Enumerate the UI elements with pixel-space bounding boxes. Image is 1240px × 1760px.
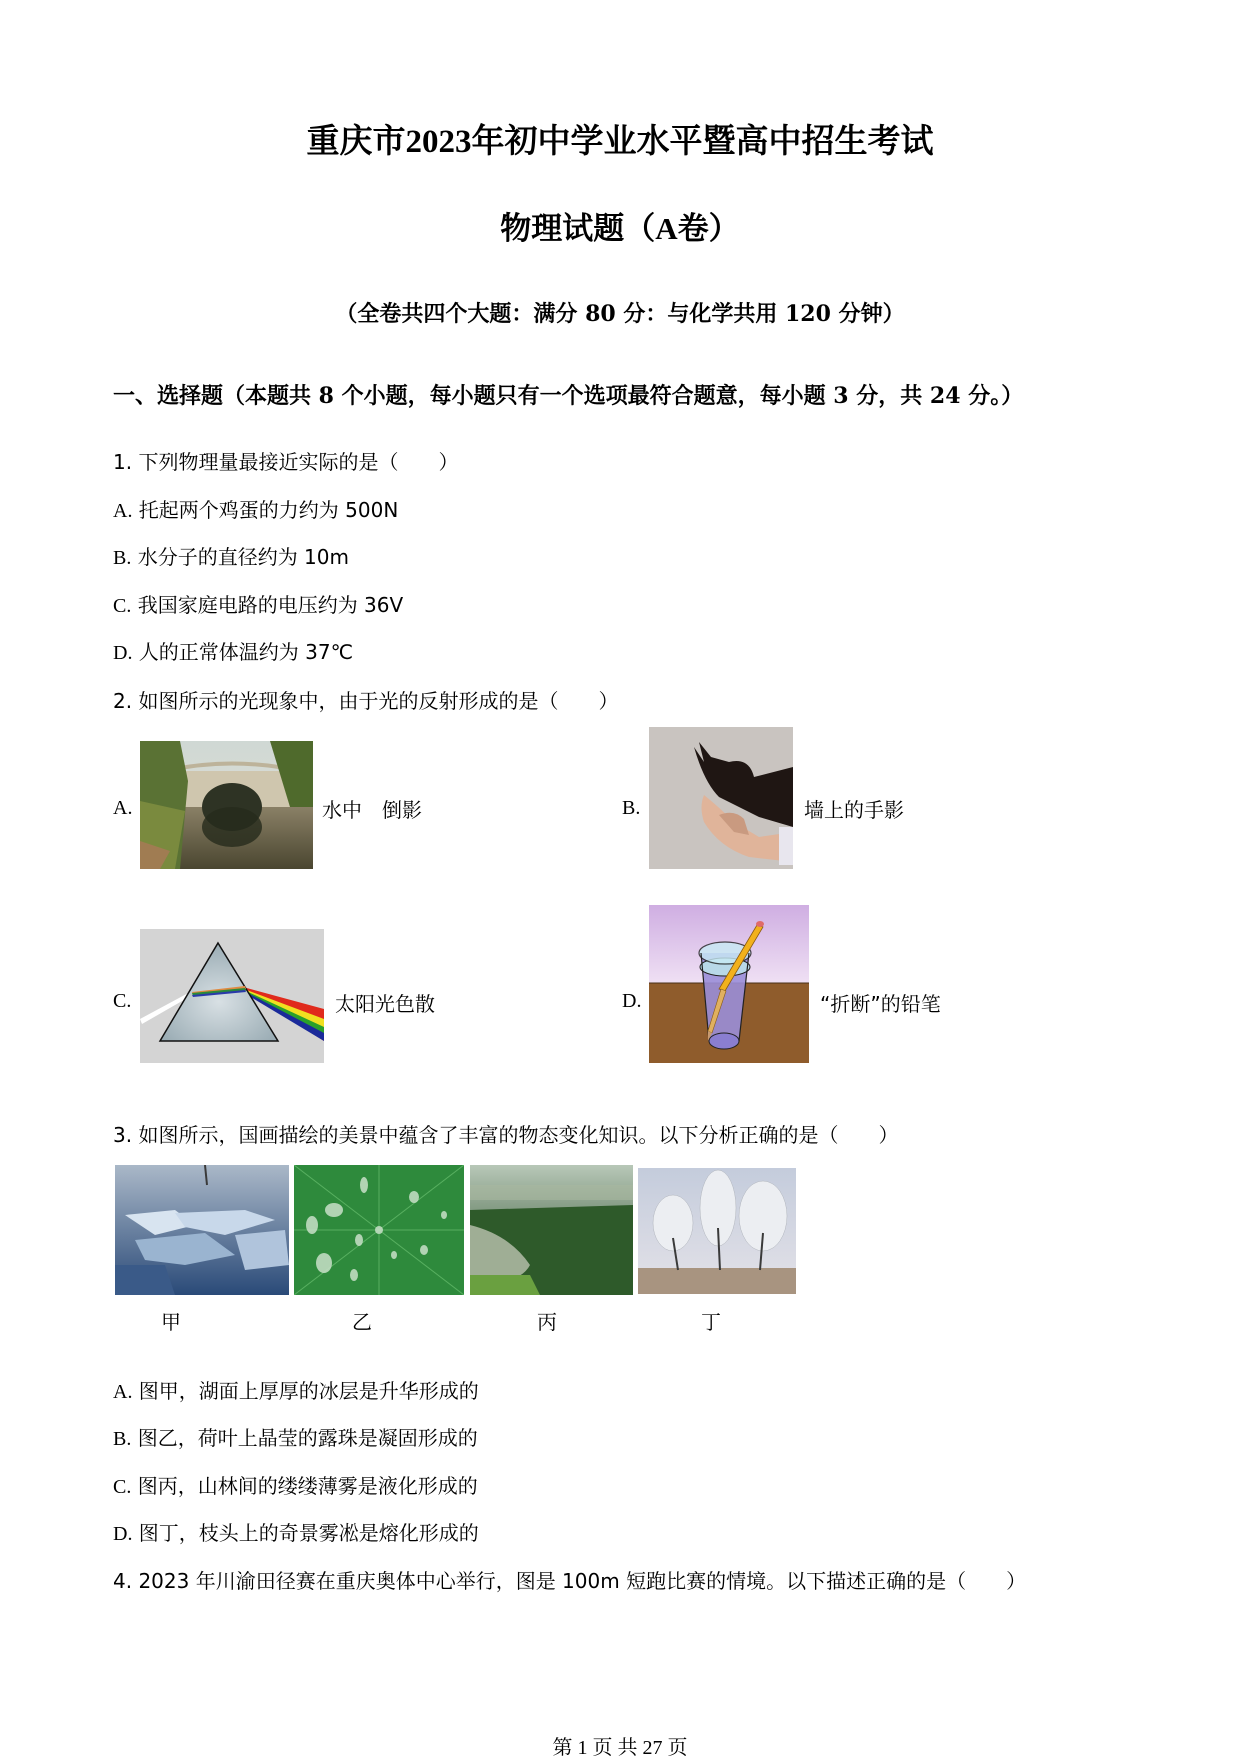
option-label-a: A. [113, 797, 133, 819]
option-text: 我国家庭电路的电压约为 36V [131, 593, 404, 617]
question-3-option-b [113, 1422, 478, 1451]
option-label: A. [113, 1381, 133, 1403]
page-number: 第 1 页 共 27 页 [552, 1737, 688, 1759]
question-1-option-a [113, 494, 398, 523]
exam-title: 重庆市2023年初中学业水平暨高中招生考试 [306, 124, 934, 160]
question-3-option-c [113, 1470, 478, 1499]
exam-note: （全卷共四个大题：满分 80 分：与化学共用 120 分钟） [335, 301, 905, 327]
figure-label-ding: 丁 [701, 1310, 721, 1334]
caption-d: “折断”的铅笔 [820, 992, 941, 1016]
question-1-option-c [113, 589, 403, 618]
question-3-stem: 3. 如图所示，国画描绘的美景中蕴含了丰富的物态变化知识。以下分析正确的是（ ） [113, 1123, 899, 1147]
question-1-option-b [113, 541, 349, 570]
frozen-lake-image [115, 1165, 289, 1295]
option-text: 人的正常体温约为 37℃ [132, 640, 354, 664]
rime-trees-image [638, 1168, 796, 1294]
question-4-stem: 4. 2023 年川渝田径赛在重庆奥体中心举行，图是 100m 短跑比赛的情境。以下描述正确的是（ ） [113, 1569, 1027, 1593]
question-1-stem: 1. 下列物理量最接近实际的是（ ） [113, 450, 459, 474]
forest-mist-image [470, 1165, 633, 1295]
question-3-option-a [113, 1375, 479, 1404]
option-label: A. [113, 500, 133, 522]
figure-label-jia: 甲 [161, 1310, 181, 1334]
question-1-option-d [113, 636, 353, 665]
option-label: B. [113, 547, 132, 569]
option-label-c: C. [113, 990, 132, 1012]
option-text: 图甲，湖面上厚厚的冰层是升华形成的 [132, 1379, 479, 1403]
option-text: 图丙，山林间的缕缕薄雾是液化形成的 [131, 1474, 478, 1498]
caption-b: 墙上的手影 [804, 798, 904, 822]
option-label: D. [113, 642, 133, 664]
option-text: 托起两个鸡蛋的力约为 500N [132, 498, 399, 522]
figure-label-bing: 丙 [537, 1310, 557, 1334]
bridge-reflection-image [140, 741, 313, 869]
option-text: 水分子的直径约为 10m [131, 545, 349, 569]
prism-dispersion-image [140, 929, 324, 1063]
option-text: 图丁，枝头上的奇景雾凇是熔化形成的 [132, 1521, 479, 1545]
exam-subtitle: 物理试题（A卷） [500, 211, 740, 246]
option-label: D. [113, 1523, 133, 1545]
caption-c: 太阳光色散 [335, 992, 435, 1016]
option-label: C. [113, 1476, 132, 1498]
pencil-in-water-image [649, 905, 809, 1063]
question-2-stem: 2. 如图所示的光现象中，由于光的反射形成的是（ ） [113, 689, 619, 713]
section-heading: 一、选择题（本题共 8 个小题，每小题只有一个选项最符合题意，每小题 3 分，共 24 分。） [113, 383, 1024, 409]
question-3-option-d [113, 1517, 479, 1546]
option-label-b: B. [622, 797, 641, 819]
option-text: 图乙，荷叶上晶莹的露珠是凝固形成的 [131, 1426, 478, 1450]
hand-shadow-image [649, 727, 793, 869]
option-label: C. [113, 595, 132, 617]
option-label: B. [113, 1428, 132, 1450]
lotus-leaf-dew-image [294, 1165, 464, 1295]
caption-a: 水中 倒影 [322, 798, 422, 822]
figure-label-yi: 乙 [352, 1310, 372, 1334]
option-label-d: D. [622, 990, 642, 1012]
